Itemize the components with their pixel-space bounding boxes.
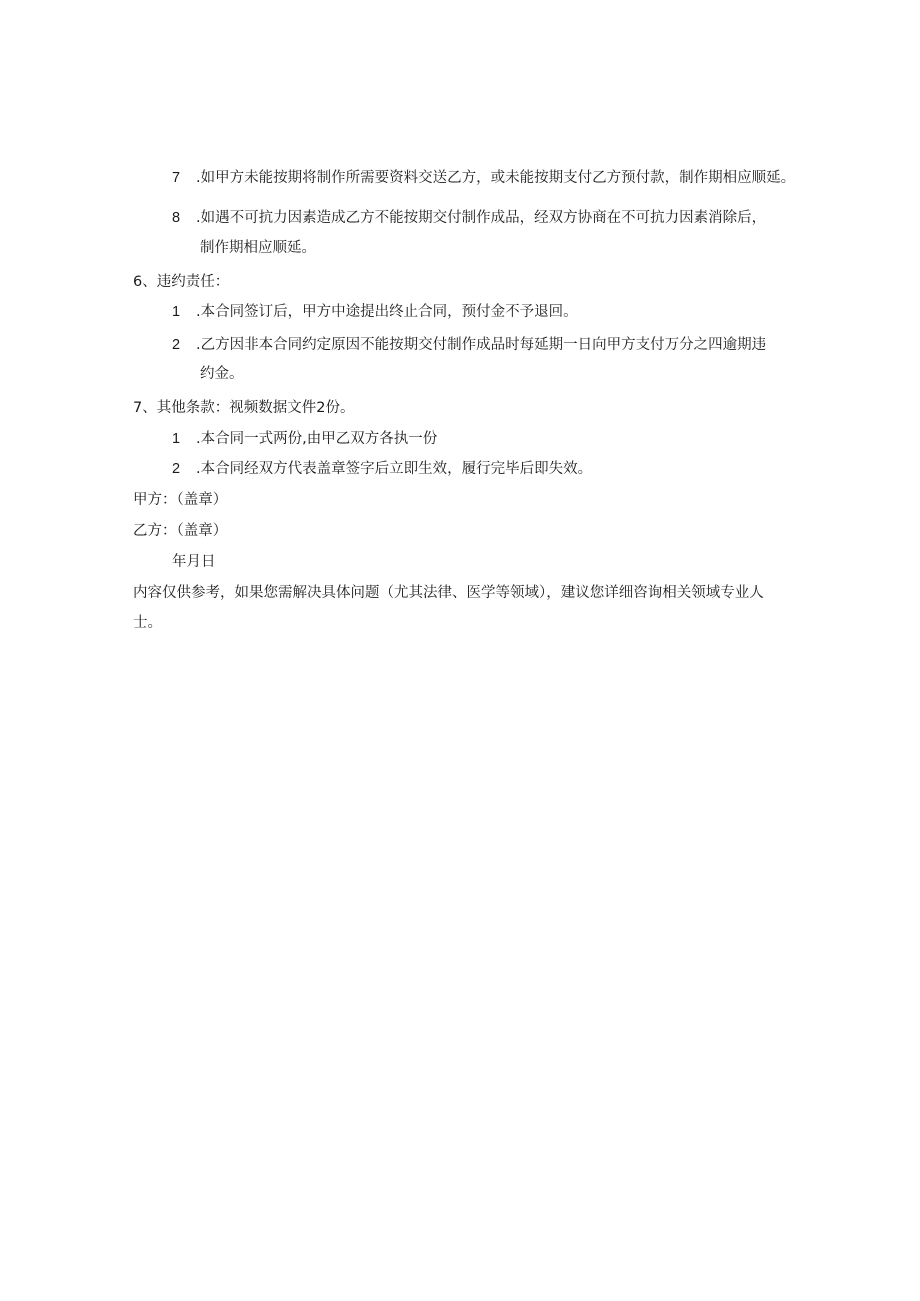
section-6-item-2 <box>172 335 766 355</box>
section-6-item-2-text: .乙方因非本合同约定原因不能按期交付制作成品时每延期一日向甲方支付万分之四逾期违 <box>196 337 767 353</box>
section-6-heading: 6、违约责任： <box>133 274 230 290</box>
clause-8-number: 8 <box>172 210 181 226</box>
clause-7 <box>172 168 795 188</box>
clause-7-text: .如甲方未能按期将制作所需要资料交送乙方，或未能按期支付乙方预付款，制作期相应顺延。 <box>196 170 796 186</box>
clause-8-text: .如遇不可抗力因素造成乙方不能按期交付制作成品，经双方协商在不可抗力因素消除后， <box>196 210 767 226</box>
party-b-seal: 乙方：（盖章） <box>133 523 228 539</box>
section-7-item-1-number: 1 <box>172 431 181 447</box>
clause-8 <box>172 208 766 228</box>
disclaimer-line-2: 士。 <box>133 615 162 631</box>
section-7-item-1 <box>172 429 437 449</box>
section-6-item-2-number: 2 <box>172 337 181 353</box>
section-7-item-2 <box>172 459 592 479</box>
party-a-seal: 甲方：（盖章） <box>133 492 228 508</box>
section-7-item-1-text: .本合同一式两份,由甲乙双方各执一份 <box>196 431 438 447</box>
section-7-item-2-text: .本合同经双方代表盖章签字后立即生效，履行完毕后即失效。 <box>196 461 593 477</box>
section-7-item-2-number: 2 <box>172 461 181 477</box>
clause-7-number: 7 <box>172 170 181 186</box>
section-6-item-1-text: .本合同签订后，甲方中途提出终止合同，预付金不予退回。 <box>196 304 578 320</box>
section-6-item-1-number: 1 <box>172 304 181 320</box>
disclaimer-line-1: 内容仅供参考，如果您需解决具体问题（尤其法律、医学等领域），建议您详细咨询相关领域专业人 <box>133 585 764 601</box>
section-6-item-2-continuation: 约金。 <box>200 366 244 382</box>
date-line: 年月日 <box>172 554 216 570</box>
section-6-item-1 <box>172 302 578 322</box>
clause-8-continuation: 制作期相应顺延。 <box>200 240 316 256</box>
section-7-heading: 7、其他条款：视频数据文件2份。 <box>133 400 355 416</box>
